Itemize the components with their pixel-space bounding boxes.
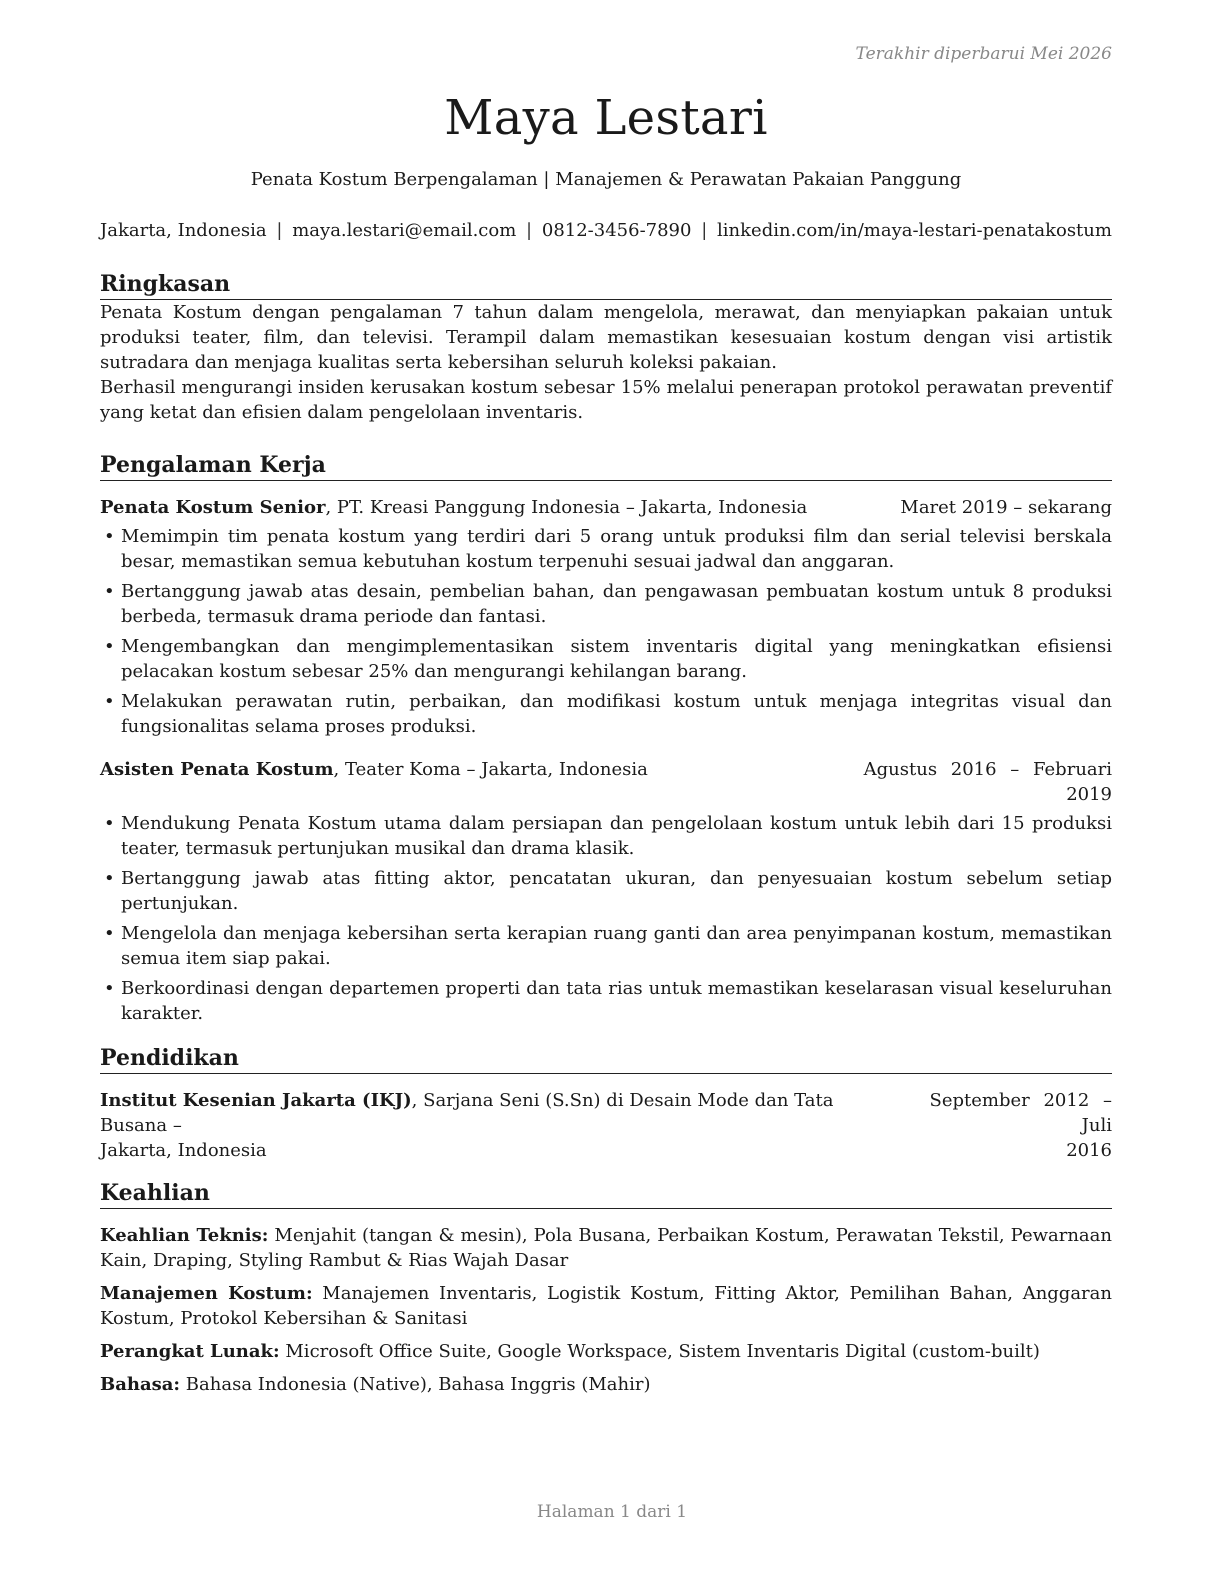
- resume-page: [100, 0, 1112, 1405]
- list-item: • Mengembangkan dan mengimplementasikan sistem inventaris digital yang meningkatkan efisiensi pelacakan kostum sebesar 25% dan mengurangi kehilangan barang.: [104, 636, 1112, 682]
- list-item: • Mengelola dan menjaga kebersihan serta kerapian ruang ganti dan area penyimpanan kostum, memastikan semua item siap pakai.: [104, 923, 1112, 969]
- bullet-icon: •: [104, 923, 115, 944]
- candidate-name: Maya Lestari: [444, 90, 768, 146]
- tagline: Penata Kostum Berpengalaman | Manajemen & Perawatan Pakaian Panggung: [250, 169, 962, 190]
- page-number: Halaman 1 dari 1: [536, 1502, 688, 1522]
- contact-separator: |: [701, 220, 708, 241]
- job-org: , Teater Koma – Jakarta, Indonesia: [333, 759, 648, 780]
- summary-paragraph: Berhasil mengurangi insiden kerusakan kostum sebesar 15% melalui penerapan protokol perawatan preventif yang ketat dan efisien dalam pengelolaan inventaris.: [100, 377, 1112, 423]
- bullet-icon: •: [104, 526, 115, 547]
- job-header: [100, 757, 1112, 807]
- bullet-icon: •: [104, 978, 115, 999]
- skill-row: Keahlian Teknis: Menjahit (tangan & mesin), Pola Busana, Perbaikan Kostum, Perawatan Tekstil, Pewarnaan Kain, Draping, Styling Rambut & Rias Wajah Dasar: [100, 1225, 1112, 1271]
- list-item: • Berkoordinasi dengan departemen properti dan tata rias untuk memastikan keselarasan visual keseluruhan karakter.: [104, 978, 1112, 1024]
- school-location: Jakarta, Indonesia: [100, 1140, 267, 1161]
- list-item: • Bertanggung jawab atas desain, pembelian bahan, dan pengawasan pembuatan kostum untuk 8 produksi berbeda, termasuk drama periode dan fantasi.: [104, 581, 1112, 627]
- bullet-icon: •: [104, 868, 115, 889]
- summary-section: [100, 270, 1112, 425]
- skill-row: Perangkat Lunak: Microsoft Office Suite, Google Workspace, Sistem Inventaris Digital (custom-built): [100, 1341, 1040, 1362]
- job-bullets: [100, 524, 1112, 739]
- education-entry: [100, 1088, 1112, 1163]
- summary-paragraph: Penata Kostum dengan pengalaman 7 tahun dalam mengelola, merawat, dan menyiapkan pakaian untuk produksi teater, film, dan televisi. Terampil dalam memastikan kesesuaian kostum dengan visi artistik sutradara dan menjaga kualitas serta kebersihan seluruh koleksi pakaian.: [100, 302, 1112, 373]
- contact-separator: |: [526, 220, 533, 241]
- experience-section: [100, 451, 1112, 1026]
- skills-section: [100, 1179, 1112, 1397]
- contact-email[interactable]: maya.lestari@email.com: [292, 220, 517, 241]
- skill-row: Manajemen Kostum: Manajemen Inventaris, Logistik Kostum, Fitting Aktor, Pemilihan Bahan, Anggaran Kostum, Protokol Kebersihan & Sanitasi: [100, 1283, 1112, 1329]
- job-role: Penata Kostum Senior: [100, 497, 326, 518]
- list-item: • Mendukung Penata Kostum utama dalam persiapan dan pengelolaan kostum untuk lebih dari 15 produksi teater, termasuk pertunjukan musikal dan drama klasik.: [104, 813, 1112, 859]
- contact-linkedin[interactable]: linkedin.com/in/maya-lestari-penatakostum: [717, 220, 1112, 241]
- job-bullets: [100, 811, 1112, 1026]
- bullet-icon: •: [104, 636, 115, 657]
- section-title-summary: Ringkasan: [100, 270, 1112, 300]
- bullet-icon: •: [104, 581, 115, 602]
- skill-row: Bahasa: Bahasa Indonesia (Native), Bahasa Inggris (Mahir): [100, 1374, 651, 1395]
- education-section: [100, 1044, 1112, 1163]
- job-role: Asisten Penata Kostum: [100, 759, 334, 780]
- education-dates: September 2012 – Juli 2016: [929, 1090, 1112, 1161]
- contact-line: [100, 219, 1112, 243]
- school-name: Institut Kesenian Jakarta (IKJ): [100, 1090, 412, 1111]
- list-item: • Bertanggung jawab atas fitting aktor, pencatatan ukuran, dan penyesuaian kostum sebelum setiap pertunjukan.: [104, 868, 1112, 914]
- contact-separator: |: [276, 220, 283, 241]
- section-title-education: Pendidikan: [100, 1044, 1112, 1074]
- job-dates: Agustus 2016 – Februari 2019: [863, 759, 1112, 805]
- contact-phone[interactable]: 0812-3456-7890: [541, 220, 692, 241]
- section-title-experience: Pengalaman Kerja: [100, 451, 1112, 481]
- contact-location: Jakarta, Indonesia: [100, 220, 267, 241]
- skills-list: [100, 1223, 1112, 1397]
- list-item: • Melakukan perawatan rutin, perbaikan, dan modifikasi kostum untuk menjaga integritas visual dan fungsionalitas selama proses produksi.: [104, 691, 1112, 737]
- bullet-icon: •: [104, 691, 115, 712]
- degree: , Sarjana Seni (S.Sn) di Desain Mode dan Tata Busana –: [100, 1090, 834, 1136]
- last-updated: Terakhir diperbarui Mei 2026: [855, 44, 1112, 64]
- list-item: • Memimpin tim penata kostum yang terdiri dari 5 orang untuk produksi film dan serial televisi berskala besar, memastikan semua kebutuhan kostum terpenuhi sesuai jadwal dan anggaran.: [104, 526, 1112, 572]
- bullet-icon: •: [104, 813, 115, 834]
- job-dates: Maret 2019 – sekarang: [900, 497, 1112, 518]
- job-header: [100, 495, 1112, 520]
- job-org: , PT. Kreasi Panggung Indonesia – Jakarta, Indonesia: [325, 497, 808, 518]
- section-title-skills: Keahlian: [100, 1179, 1112, 1209]
